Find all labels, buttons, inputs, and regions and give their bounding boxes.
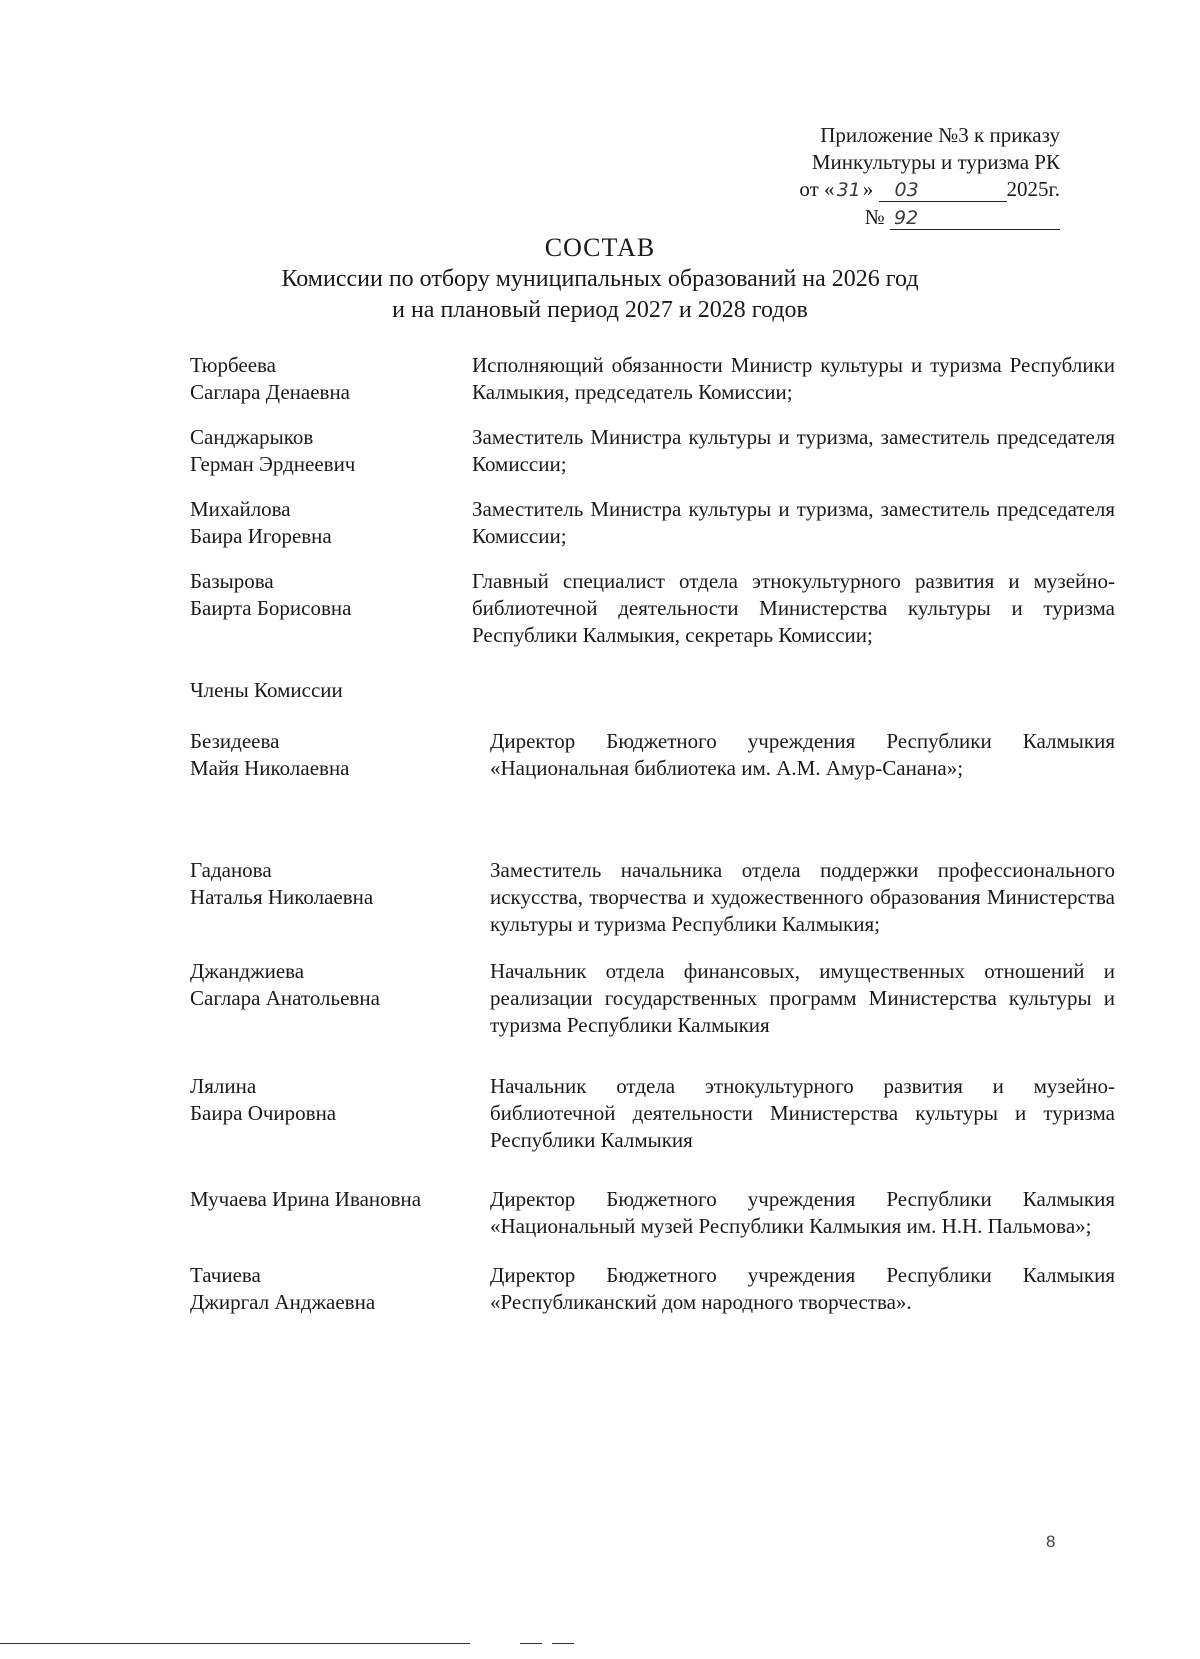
person-name [190, 1073, 490, 1154]
appendix-date-line [760, 176, 1060, 204]
commission-row [190, 1073, 1115, 1154]
person-surname: Лялина [190, 1074, 257, 1098]
appendix-line-1: Приложение №3 к приказу [820, 123, 1060, 147]
person-given-name: Саглара Анатольевна [190, 986, 380, 1010]
members-label: Члены Комиссии [190, 678, 343, 702]
date-prefix: от « [799, 177, 835, 201]
person-full-name: Мучаева Ирина Ивановна [190, 1187, 422, 1211]
date-month-field [879, 178, 1007, 202]
person-given-name: Герман Эрднеевич [190, 452, 356, 476]
person-role: Заместитель Министра культуры и туризма, заместитель председателя Комиссии; [472, 425, 1115, 476]
person-given-name: Саглара Денаевна [190, 380, 351, 404]
page-number: 8 [1046, 1532, 1056, 1551]
appendix-header [760, 122, 1060, 231]
person-given-name: Наталья Николаевна [190, 885, 374, 909]
date-sep: » [862, 177, 874, 201]
commission-row [190, 857, 1115, 938]
commission-row [190, 352, 1115, 406]
person-surname: Базырова [190, 569, 274, 593]
commission-row [190, 568, 1115, 649]
date-day: 31 [836, 179, 861, 201]
person-name [190, 1186, 490, 1240]
person-role: Директор Бюджетного учреждения Республики Калмыкия «Национальный музей Республики Калмыкия им. Н.Н. Пальмова»; [490, 1187, 1115, 1238]
person-name [190, 728, 490, 782]
person-name [190, 352, 472, 406]
person-name [190, 857, 490, 938]
number-field [890, 206, 1060, 230]
person-surname: Михайлова [190, 497, 291, 521]
scan-edge-line [0, 1643, 470, 1644]
person-surname: Тачиева [190, 1263, 261, 1287]
person-surname: Джанджиева [190, 959, 305, 983]
person-given-name: Баира Игоревна [190, 524, 332, 548]
document-subtitle-1: Комиссии по отбору муниципальных образований на 2026 год [281, 266, 919, 292]
appendix-number-line [760, 204, 1060, 231]
person-role: Исполняющий обязанности Министр культуры и туризма Республики Калмыкия, председатель Комиссии; [472, 353, 1115, 404]
person-role: Главный специалист отдела этнокультурного развития и музейно-библиотечной деятельности Министерства культуры и туризма Республики Калмыкия, секретарь Комиссии; [472, 569, 1115, 647]
person-given-name: Баира Очировна [190, 1101, 337, 1125]
appendix-line-2: Минкультуры и туризма РК [811, 150, 1060, 174]
number-prefix: № [864, 205, 885, 229]
person-given-name: Баирта Борисовна [190, 596, 352, 620]
person-given-name: Джиргал Анджаевна [190, 1290, 376, 1314]
commission-list [190, 352, 1115, 1316]
person-given-name: Майя Николаевна [190, 756, 350, 780]
person-role: Начальник отдела финансовых, имущественных отношений и реализации государственных программ Министерства культуры и туризма Республики Калмыкия [490, 959, 1115, 1037]
commission-row [190, 958, 1115, 1039]
person-name [190, 568, 472, 649]
date-month: 03 [894, 179, 919, 201]
scan-edge-mark [552, 1643, 574, 1644]
commission-row [190, 424, 1115, 478]
scan-edge-mark [520, 1643, 542, 1644]
person-surname: Санджарыков [190, 425, 314, 449]
commission-row [190, 1186, 1115, 1240]
document-title: СОСТАВ [544, 233, 656, 262]
person-name [190, 424, 472, 478]
person-role: Заместитель Министра культуры и туризма, заместитель председателя Комиссии; [472, 497, 1115, 548]
person-name [190, 496, 472, 550]
person-role: Директор Бюджетного учреждения Республики Калмыкия «Национальная библиотека им. А.М. Амур-Санана»; [490, 729, 1115, 780]
commission-row [190, 1262, 1115, 1316]
person-name [190, 958, 490, 1039]
person-role: Начальник отдела этнокультурного развития и музейно-библиотечной деятельности Министерства культуры и туризма Республики Калмыкия [490, 1074, 1115, 1152]
commission-row [190, 496, 1115, 550]
order-number: 92 [894, 207, 919, 229]
person-role: Заместитель начальника отдела поддержки профессионального искусства, творчества и художественного образования Министерства культуры и туризма Республики Калмыкия; [490, 858, 1115, 936]
commission-row [190, 728, 1115, 782]
person-surname: Безидеева [190, 729, 280, 753]
person-name [190, 1262, 490, 1316]
person-role: Директор Бюджетного учреждения Республики Калмыкия «Республиканский дом народного творчества». [490, 1263, 1115, 1314]
date-year: 2025г. [1006, 177, 1060, 201]
person-surname: Тюрбеева [190, 353, 276, 377]
document-heading [0, 232, 1200, 326]
document-subtitle-2: и на плановый период 2027 и 2028 годов [392, 297, 808, 323]
person-surname: Гаданова [190, 858, 272, 882]
